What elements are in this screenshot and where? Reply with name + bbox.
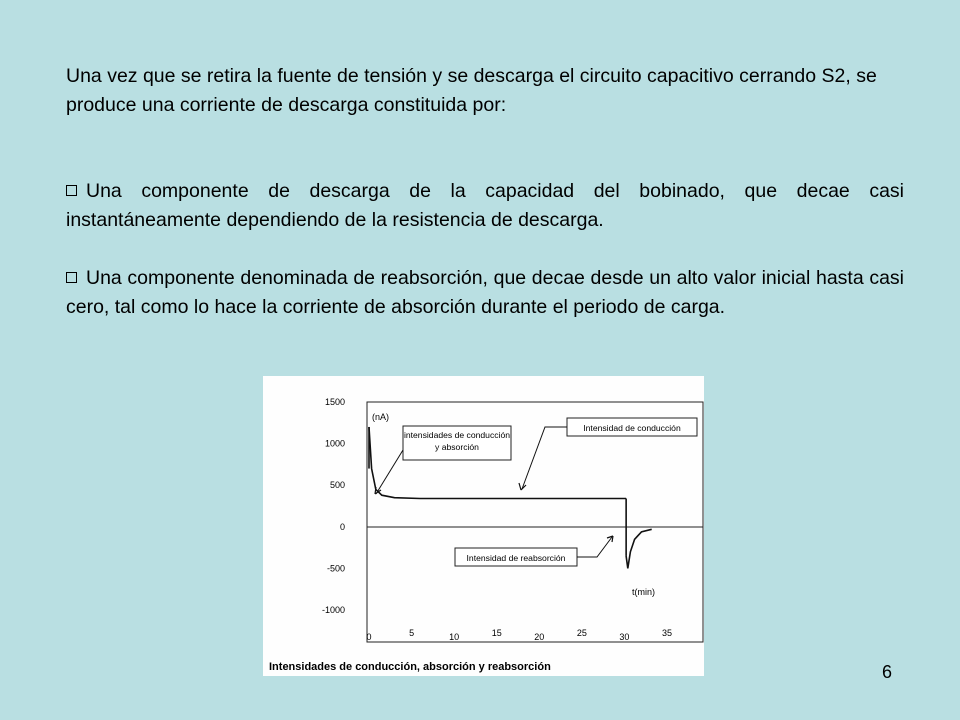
y-tick-label: -500 — [326, 563, 345, 574]
page-number: 6 — [881, 662, 892, 682]
y-tick-label: 1000 — [324, 438, 345, 449]
y-tick-label: -1000 — [321, 605, 345, 615]
y-axis-unit: (nA) — [372, 412, 390, 422]
x-tick-label: 0 — [366, 632, 372, 642]
callout-arrow — [577, 537, 612, 557]
y-tick-label: 0 — [339, 521, 345, 532]
chart-figure — [263, 376, 704, 676]
intro-paragraph: Una vez que se retira la fuente de tensión y se descarga el circuito capacitivo cerrando S2, se produce una corriente de descarga constituida por: — [66, 65, 877, 116]
bullet-text: Una componente de descarga de la capacidad del bobinado, que decae casi instantáneamente dependiendo de la resistencia de descarga. — [66, 180, 904, 231]
x-tick-label: 30 — [619, 632, 630, 642]
callout-label: Intensidad de reabsorción — [466, 553, 566, 563]
x-tick-label: 20 — [534, 632, 545, 642]
x-tick-label: 5 — [409, 628, 415, 638]
bullet-text: Una componente denominada de reabsorción, que decae desde un alto valor inicial hasta casi cero, tal como lo hace la corriente de absorción durante el periodo de carga. — [66, 267, 904, 318]
chart-svg — [263, 376, 704, 676]
bullet-item — [66, 177, 904, 235]
chart-caption: Intensidades de conducción, absorción y reabsorción — [269, 661, 551, 673]
callout-arrow — [522, 427, 567, 489]
callout-label: intensidades de conducción y absorción — [403, 430, 511, 452]
x-tick-label: 15 — [491, 628, 502, 638]
y-tick-label: 1500 — [324, 397, 345, 407]
series-line-reabsorción — [626, 529, 652, 568]
bullet-item — [66, 264, 904, 322]
callout-label: Intensidad de conducción — [583, 423, 681, 433]
x-axis-label: t(min) — [632, 587, 655, 597]
checkbox-bullet-icon — [66, 185, 77, 196]
x-tick-label: 35 — [661, 628, 673, 638]
x-tick-label: 10 — [449, 632, 460, 642]
y-tick-label: 500 — [329, 480, 345, 491]
x-tick-label: 25 — [576, 628, 587, 638]
callout-arrow — [376, 450, 403, 494]
checkbox-bullet-icon — [66, 272, 77, 283]
